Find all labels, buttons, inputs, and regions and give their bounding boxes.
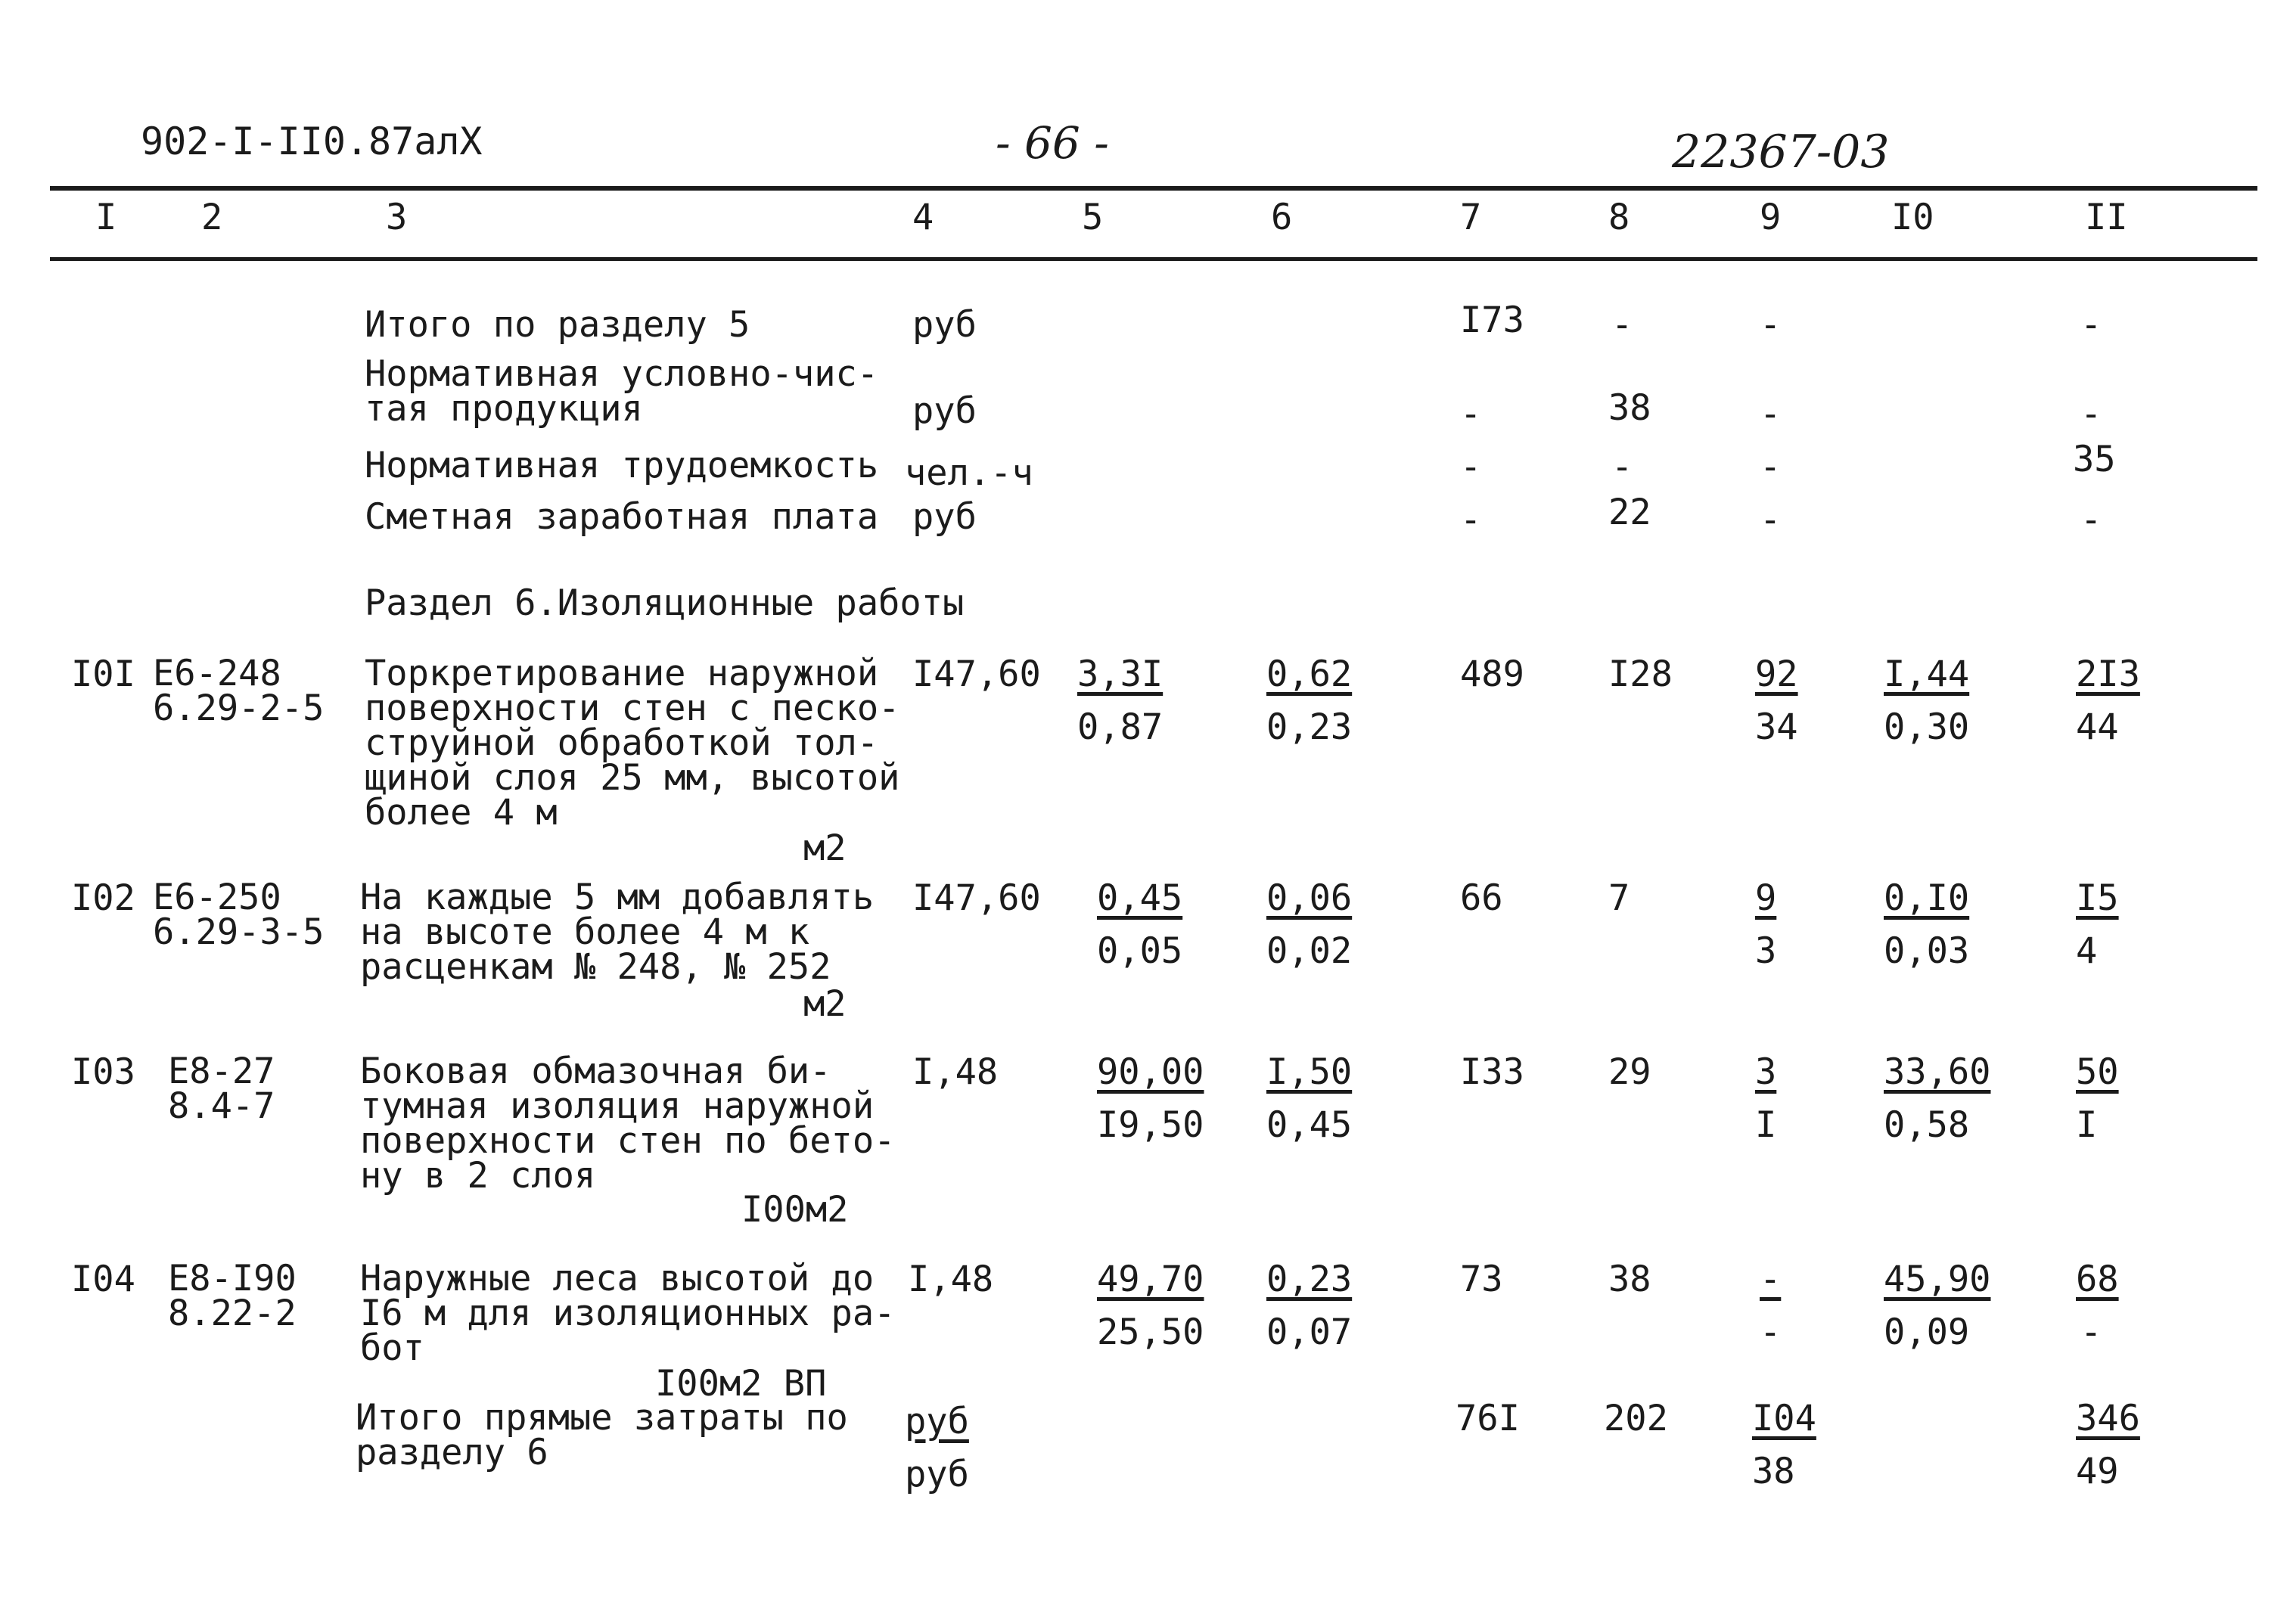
row-col10-bottom: 0,30 bbox=[1884, 706, 1970, 748]
estimated-wage-unit: руб bbox=[912, 496, 977, 538]
row-col6-top: 0,62 bbox=[1266, 653, 1353, 695]
row-code: Е6-250 6.29-3-5 bbox=[153, 877, 325, 953]
row-col11-bottom: I bbox=[2076, 1104, 2098, 1146]
row-description: Боковая обмазочная би- тумная изоляция наружной поверхности стен по бето- ну в 2 слоя bbox=[360, 1051, 896, 1197]
row-col5-top: 3,3I bbox=[1077, 653, 1164, 695]
row-col9-bottom: I bbox=[1755, 1104, 1777, 1146]
row-unit: I00м2 bbox=[741, 1189, 849, 1231]
row-col9-bottom: 3 bbox=[1755, 930, 1777, 972]
row-col11-top: 2I3 bbox=[2076, 653, 2140, 695]
row-description: На каждые 5 мм добавлять на высоте более 4 м к расценкам № 248, № 252 bbox=[360, 877, 875, 988]
row-col9-top: 9 bbox=[1755, 877, 1777, 919]
row-col9-bottom: 34 bbox=[1755, 706, 1798, 748]
row-col5-bottom: 0,87 bbox=[1077, 706, 1164, 748]
column-header-5: 5 bbox=[1082, 197, 1104, 238]
row-number: I02 bbox=[71, 877, 135, 919]
row-col9-top: 3 bbox=[1755, 1051, 1777, 1093]
section-total-col9-top: I04 bbox=[1752, 1398, 1816, 1439]
row-quantity: I47,60 bbox=[912, 653, 1041, 695]
column-header-11: II bbox=[2085, 197, 2128, 238]
row-description: Торкретирование наружной поверхности стен с песко- струйной обработкой тол- щиной слоя 25 мм, высотой более 4 м bbox=[365, 653, 900, 833]
row-col9-top: - bbox=[1760, 1259, 1782, 1300]
row-col10-bottom: 0,03 bbox=[1884, 930, 1970, 972]
row-col11-bottom: 44 bbox=[2076, 706, 2119, 748]
section-total-col7: 76I bbox=[1456, 1398, 1520, 1439]
normative-product-col8: 38 bbox=[1608, 387, 1651, 429]
row-col7: 66 bbox=[1460, 877, 1503, 919]
section-title: Раздел 6.Изоляционные работы bbox=[365, 582, 965, 624]
sheet-code: 22367-03 bbox=[1672, 126, 1890, 178]
row-col11-bottom: 4 bbox=[2076, 930, 2098, 972]
row-col7: 489 bbox=[1460, 653, 1524, 695]
row-col5-bottom: 25,50 bbox=[1097, 1312, 1204, 1353]
column-header-7: 7 bbox=[1460, 197, 1482, 238]
section-total-col9-bottom: 38 bbox=[1752, 1451, 1795, 1492]
header-bottom-rule bbox=[50, 257, 2257, 261]
row-col10-bottom: 0,58 bbox=[1884, 1104, 1970, 1146]
normative-product-label: Нормативная условно-чис- тая продукция bbox=[365, 353, 879, 430]
row-col5-top: 90,00 bbox=[1097, 1051, 1204, 1093]
row-col7: 73 bbox=[1460, 1259, 1503, 1300]
row-description: Наружные леса высотой до I6 м для изоляционных ра- бот bbox=[360, 1258, 896, 1369]
row-col11-top: I5 bbox=[2076, 877, 2119, 919]
page-number: - 66 - bbox=[996, 117, 1109, 169]
row-col10-top: 33,60 bbox=[1884, 1051, 1991, 1093]
estimated-wage-label: Сметная заработная плата bbox=[365, 496, 879, 538]
row-col5-top: 0,45 bbox=[1097, 877, 1183, 919]
labor-intensity-unit: чел.-ч bbox=[905, 452, 1033, 494]
row-col7: I33 bbox=[1460, 1051, 1524, 1093]
estimated-wage-col9: - bbox=[1760, 499, 1782, 541]
row-col11-top: 68 bbox=[2076, 1259, 2119, 1300]
row-number: I0I bbox=[71, 653, 135, 695]
row-col5-bottom: 0,05 bbox=[1097, 930, 1183, 972]
column-header-3: 3 bbox=[386, 197, 408, 238]
total-col8: - bbox=[1611, 304, 1633, 346]
row-col9-bottom: - bbox=[1760, 1312, 1782, 1353]
total-label: Итого по разделу 5 bbox=[365, 304, 750, 346]
section-total-label: Итого прямые затраты по разделу 6 bbox=[356, 1397, 848, 1473]
header-top-rule bbox=[50, 186, 2257, 191]
column-header-4: 4 bbox=[912, 197, 934, 238]
row-col6-bottom: 0,45 bbox=[1266, 1104, 1353, 1146]
row-unit: I00м2 ВП bbox=[655, 1363, 827, 1405]
row-col6-bottom: 0,07 bbox=[1266, 1312, 1353, 1353]
row-col11-top: 50 bbox=[2076, 1051, 2119, 1093]
row-col6-top: 0,06 bbox=[1266, 877, 1353, 919]
row-col6-bottom: 0,23 bbox=[1266, 706, 1353, 748]
row-col6-bottom: 0,02 bbox=[1266, 930, 1353, 972]
column-header-10: I0 bbox=[1891, 197, 1934, 238]
document-code: 902-I-II0.87алХ bbox=[141, 120, 483, 163]
row-col10-top: I,44 bbox=[1884, 653, 1970, 695]
row-col8: I28 bbox=[1608, 653, 1673, 695]
column-header-6: 6 bbox=[1271, 197, 1293, 238]
row-col5-bottom: I9,50 bbox=[1097, 1104, 1204, 1146]
total-unit: руб bbox=[912, 304, 977, 346]
row-unit: м2 bbox=[803, 983, 847, 1025]
normative-product-col9: - bbox=[1760, 393, 1782, 435]
row-col8: 29 bbox=[1608, 1051, 1651, 1093]
labor-intensity-col11: 35 bbox=[2073, 439, 2116, 480]
row-code: Е8-27 8.4-7 bbox=[168, 1051, 275, 1127]
normative-product-col11: - bbox=[2080, 393, 2102, 435]
row-col10-bottom: 0,09 bbox=[1884, 1312, 1970, 1353]
labor-intensity-col8: - bbox=[1611, 446, 1633, 488]
row-unit: м2 bbox=[803, 827, 847, 869]
labor-intensity-col7: - bbox=[1460, 446, 1482, 488]
section-total-unit-bottom: руб bbox=[905, 1454, 969, 1495]
row-code: Е6-248 6.29-2-5 bbox=[153, 653, 325, 729]
section-total-col8: 202 bbox=[1604, 1398, 1668, 1439]
column-header-9: 9 bbox=[1760, 197, 1782, 238]
row-quantity: I,48 bbox=[912, 1051, 999, 1093]
estimated-wage-col11: - bbox=[2080, 499, 2102, 541]
row-col10-top: 45,90 bbox=[1884, 1259, 1991, 1300]
total-col11: - bbox=[2080, 304, 2102, 346]
estimated-wage-col7: - bbox=[1460, 499, 1482, 541]
row-code: Е8-I90 8.22-2 bbox=[168, 1258, 297, 1334]
normative-product-col7: - bbox=[1460, 393, 1482, 435]
labor-intensity-label: Нормативная трудоемкость bbox=[365, 445, 879, 486]
total-col7: I73 bbox=[1460, 300, 1524, 341]
row-number: I03 bbox=[71, 1051, 135, 1093]
row-col9-top: 92 bbox=[1755, 653, 1798, 695]
row-col6-top: I,50 bbox=[1266, 1051, 1353, 1093]
normative-product-unit: руб bbox=[912, 390, 977, 432]
row-col11-bottom: - bbox=[2080, 1312, 2102, 1353]
estimated-wage-col8: 22 bbox=[1608, 492, 1651, 533]
row-col5-top: 49,70 bbox=[1097, 1259, 1204, 1300]
row-quantity: I47,60 bbox=[912, 877, 1041, 919]
column-header-2: 2 bbox=[201, 197, 223, 238]
section-total-col11-top: 346 bbox=[2076, 1398, 2140, 1439]
row-col8: 38 bbox=[1608, 1259, 1651, 1300]
row-number: I04 bbox=[71, 1259, 135, 1300]
section-total-col11-bottom: 49 bbox=[2076, 1451, 2119, 1492]
labor-intensity-col9: - bbox=[1760, 446, 1782, 488]
total-col9: - bbox=[1760, 304, 1782, 346]
column-header-1: I bbox=[95, 197, 117, 238]
row-col6-top: 0,23 bbox=[1266, 1259, 1353, 1300]
column-header-8: 8 bbox=[1608, 197, 1630, 238]
row-col8: 7 bbox=[1608, 877, 1630, 919]
row-col10-top: 0,I0 bbox=[1884, 877, 1970, 919]
row-quantity: I,48 bbox=[908, 1259, 994, 1300]
section-total-unit-top: руб bbox=[905, 1401, 969, 1442]
